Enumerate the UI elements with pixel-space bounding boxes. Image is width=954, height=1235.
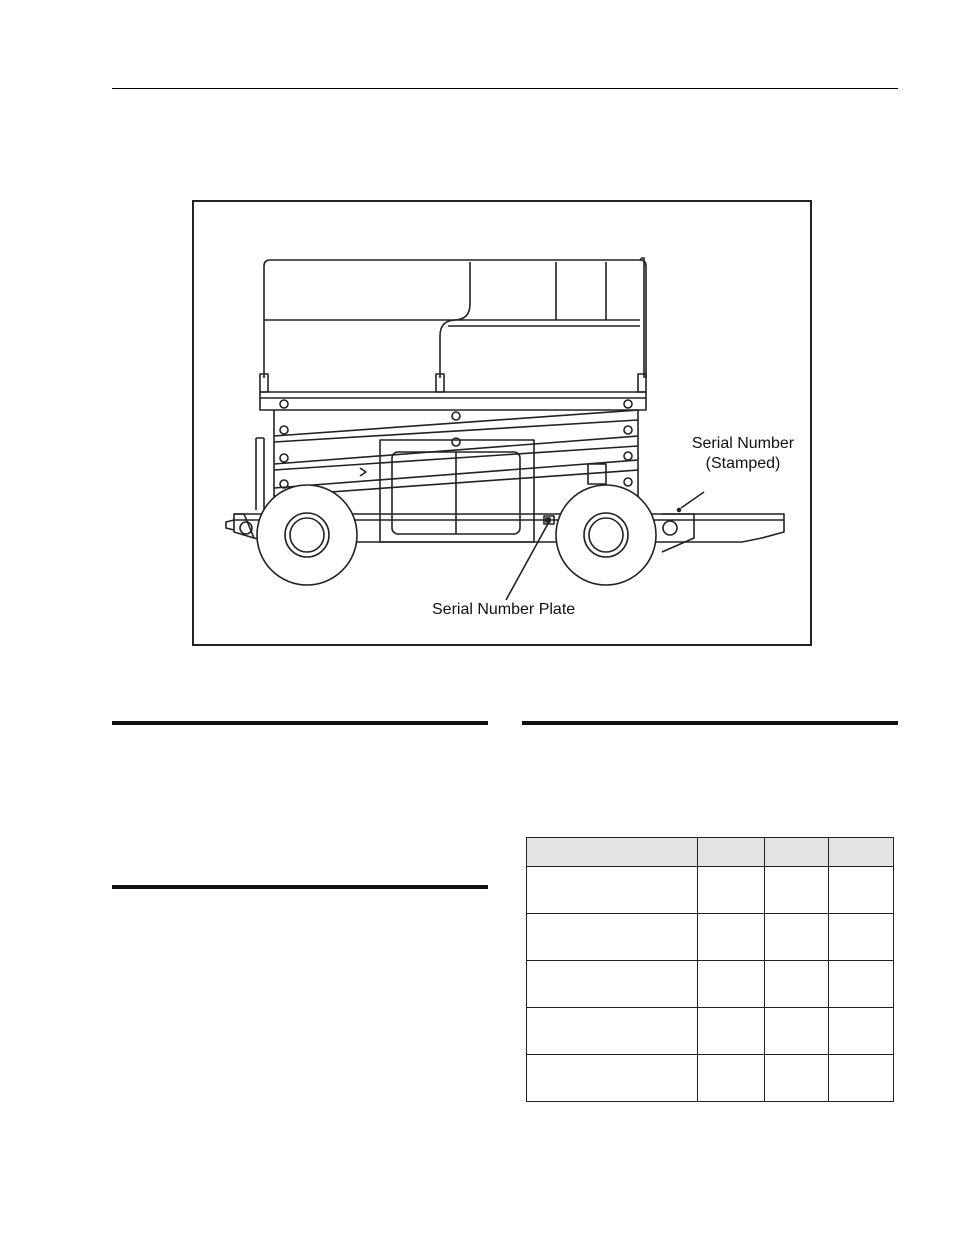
label-stamped-line1: Serial Number — [691, 435, 795, 452]
table-cell — [829, 914, 894, 961]
scissor-lift-drawing — [194, 202, 814, 648]
table-cell — [829, 961, 894, 1008]
table-cell — [698, 867, 765, 914]
table-header-row — [527, 838, 894, 867]
table-cell — [527, 1008, 698, 1055]
table-row — [527, 961, 894, 1008]
table-header-cell — [527, 838, 698, 867]
table-cell — [765, 1055, 829, 1102]
table-cell — [527, 914, 698, 961]
table-cell — [765, 867, 829, 914]
label-stamped-line2: (Stamped) — [705, 455, 781, 472]
table-cell — [698, 961, 765, 1008]
table-cell — [765, 914, 829, 961]
figure-serial-number-location — [192, 200, 812, 646]
section-rule-left-bottom — [112, 885, 488, 889]
spec-table — [526, 837, 894, 1102]
table-row — [527, 1008, 894, 1055]
section-rule-right-top — [522, 721, 898, 725]
table-cell — [527, 961, 698, 1008]
table-cell — [698, 914, 765, 961]
table-cell — [765, 1008, 829, 1055]
table-cell — [698, 1008, 765, 1055]
header-rule — [112, 88, 898, 89]
table-row — [527, 914, 894, 961]
table-header-cell — [765, 838, 829, 867]
table-cell — [527, 1055, 698, 1102]
table-cell — [829, 867, 894, 914]
table-cell — [698, 1055, 765, 1102]
table-cell — [829, 1055, 894, 1102]
table-cell — [527, 867, 698, 914]
label-serial-number-stamped — [688, 434, 798, 474]
table-cell — [829, 1008, 894, 1055]
table-header-cell — [698, 838, 765, 867]
section-rule-left-top — [112, 721, 488, 725]
table-header-cell — [829, 838, 894, 867]
label-serial-number-plate: Serial Number Plate — [432, 601, 576, 618]
table-row — [527, 1055, 894, 1102]
table-row — [527, 867, 894, 914]
table-cell — [765, 961, 829, 1008]
